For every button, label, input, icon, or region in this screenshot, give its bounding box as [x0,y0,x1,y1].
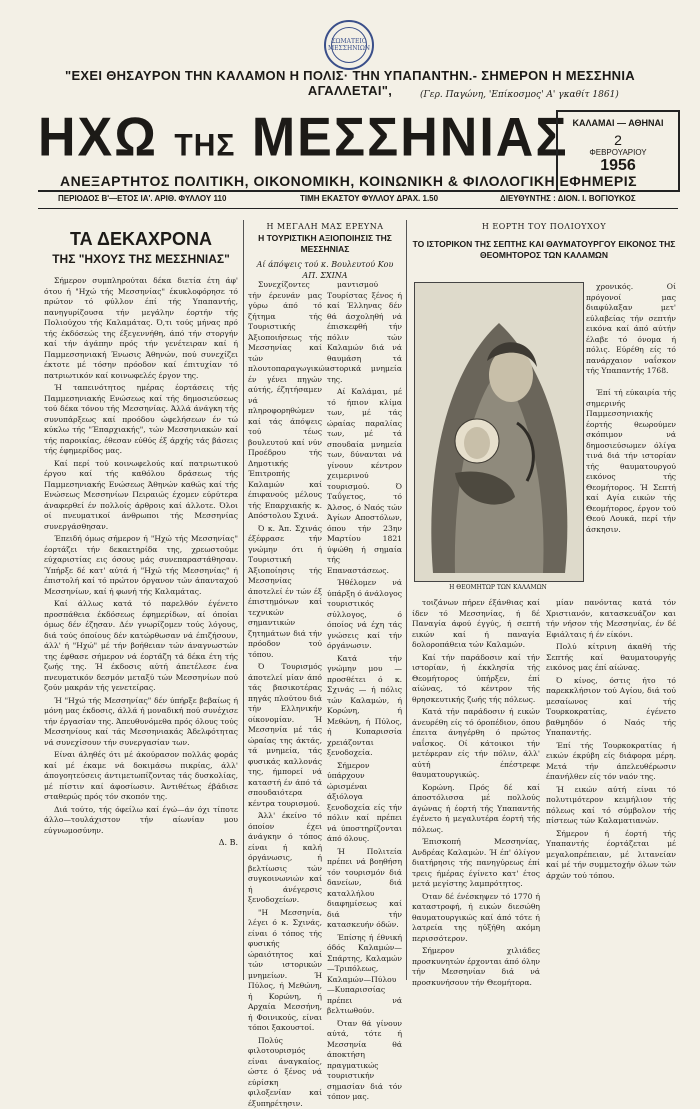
issue-price: ΤΙΜΗ ΕΚΑΣΤΟΥ ΦΥΛΛΟΥ ΔΡΑΧ. 1.50 [300,194,438,203]
article-3-paragraph: Ό κίνος, όστις ήτο τό παρεκκλήσιον τού Αγίου, διά τού μεσαίωνος καί τής Τουρκοκρατίας, έγένετο βαθμηδόν ό Ναός τής Υπαπαντής. [546,676,676,739]
article-2-column-a [248,280,322,980]
article-2-paragraph: Ήθέλομεν νά ύπάρξη ό άνάλογος τουριστικός σύλλογος, ό όποίος νά έχη τάς γνώσεις καί τήν όργάνωσιν. [327,578,402,652]
article-1-paragraph: Έπειδή όμως σήμερον ή "Ηχώ τής Μεσσηνίας" έορτάζει τήν δεκαετηρίδα της, χρεωστούμε εύχαριστίας εις όσους μάς συνεπαραστάθησαν. Ύπήρξε δέ κατ' αύτά ή "Ηχώ τής Μεσσηνίας" ή έπιστολή καί τό πρώτον όργανον τών άπανταχού Μεσσηνίων, καί ή φωνή τής Καλαμάτας. [44,534,238,597]
article-3-intro-right [586,282,676,382]
article-3-paragraph: Ή εικών αύτή είναι τό πολυτιμότερον κειμήλιον τής πόλεως καί τό σύμβολον τής πίστεως τών Καλαματιανών. [546,785,676,827]
article-2-paragraph: Ή Πολιτεία πρέπει νά βοηθήση τόν τουρισμόν διά δανείων, διά καταλλήλου διαφημίσεως καί διά τήν κατασκευήν όδών. [327,847,402,931]
article-3-paragraph: χρονικός. Οί πρόγονοί μας διαφύλαξαν μετ' εύλαβείας τήν σεπτήν εικόνα καί άπό αύτήν έλαβε τό όνομα ή πόλις. Εύρέθη είς τό πανάρχαιον ναΐσκον τής Υπαπαντής 1768. [586,282,676,377]
icon-caption: Η ΘΕΟΜΗΤΩΡ ΤΩΝ ΚΑΛΑΜΩΝ [449,584,547,591]
date-box-city: ΚΑΛΑΜΑΙ — ΑΘΗΝΑΙ [558,118,678,128]
icon-caption-box [414,582,582,594]
article-2-paragraph: Έπίσης ή έθνική όδός Καλαμών—Σπάρτης, Καλαμών—Τριπόλεως, Καλαμών—Πύλου—Κυπαρισσίας πρέπει νά βελτιωθούν. [327,933,402,1017]
article-1-paragraph: Καί περί τού κοινωφελούς καί πατριωτικού έργου καί τής καθόλου δράσεως τής Παμμεσηνιακής Ενώσεως Άθηνών καθώς καί τής Ενώσεως Μεσσηνίων Πειραιώς έχομεν εύρύτερα άναφερθεί έν πολλοίς άρθροις καί άλλοτε. Όλοι οί πνευματικοί άνθρωποι τής Μεσσηνίας συνεργάσθησαν. [44,459,238,533]
article-1-paragraph: Καί άλλως κατά τό παρελθόν έγένετο προσπάθεια έκδόσεως έφημερίδων, αί όποίαι όμως δέν έζησαν. Δέν γνωρίζομεν τούς λόγους, διά τούς όποίους δέν κατώρθωσαν νά έπιζήσουν, άλλ' ή "Ηχώ" μέ τήν βοήθειαν τών άναγνωστών της έφθασε σήμερον νά έορτάζη τά δέκα έτη τής ζωής της. Ή έκδοσις αύτή άπετέλεσε ένα πνευματικόν δεσμόν μεταξύ τών Μεσσηνίων πού ζούν μακράν τής γενετείρας. [44,599,238,694]
column-divider [406,220,407,980]
article-1-title-line-2: ΤΗΣ "ΗΧΟΥΣ ΤΗΣ ΜΕΣΣΗΝΙΑΣ" [44,250,238,268]
article-3-paragraph: Καί τήν παράδοσιν καί τήν ιστορίαν, ή έκκλησία τής Θεομήτορος ύπήρξεν, έπί αίώνας, τό κέντρον τής θρησκευτικής ζωής τής πόλεως. [412,653,540,706]
date-box-day: 2 [558,132,678,148]
issue-info-bar [38,192,678,206]
article-3-paragraph: Κατά τήν παράδοσιν ή εικών άνευρέθη είς τό όροπέδιον, όπου έπειτα άνηγέρθη ό πρώτος ναΐσκος. Οί κάτοικοι τήν μετέφεραν είς τήν πόλιν, άλλ' αύτή έπέστρεφε θαυματουργικώς. [412,707,540,781]
column-divider [243,220,244,980]
article-2-paragraph: Συνεχίζοντες τήν έρευνάν μας γύρω άπό τό ζήτημα τής Τουριστικής Άξιοποιήσεως τής Μεσσηνίας καί τών πλουτοπαραγωγικών έν γένει πηγών αύτής, έζητήσαμεν νά πληροφορηθώμεν καί τάς άπόψεις τού τέως βουλευτού καί νύν Προέδρου τής Δημοτικής Έπιτροπής Καλαμών καί έπιφανούς μέλους τής Επαρχιακής κ. Απόστολου Σχινά. [248,280,322,522]
article-3-paragraph: Πολύ κίτρινη άκαθή τής Σεπτής καί θαυματουργής εικόνος μας έπί αίώνας. [546,642,676,674]
article-3-paragraph: Όταν δέ ένέσκηψεν τό 1770 ή καταστροφή, ή εικών διεσώθη θαυματουργικώς καί άπό τότε ή λατρεία της ηύξήθη ακόμη περισσότερον. [412,892,540,945]
masthead-subtitle: ΑΝΕΞΑΡΤΗΤΟΣ ΠΟΛΙΤΙΚΗ, ΟΙΚΟΝΟΜΙΚΗ, ΚΟΙΝΩΝΙΚΗ & ΦΙΛΟΛΟΓΙΚΗ ΕΦΗΜΕΡΙΣ [60,173,637,189]
masthead-title-of: ΤΗΣ [174,128,235,163]
article-2-paragraph: "Η Μεσσηνία, λέγει ό κ. Σχινάς, είναι ό τόπος τής φυσικής ώραιότητος καί τών ιστορικών μνημείων. Ή Πύλος, ή Μεθώνη, ή Κορώνη, ή Αρχαία Μεσσήνη, ή Φοινικούς, είναι τόποι ξακουστοί. [248,908,322,1034]
header-motto: "ΕΧΕΙ ΘΗΣΑΥΡΟΝ ΤΗΝ ΚΑΛΑΜΟΝ Η ΠΟΛΙΣ· ΤΗΝ ΥΠΑΠΑΝΤΗΝ.- ΣΗΜΕΡΟΝ Η ΜΕΣΣΗΝΙΑ ΑΓΑΛΛΕΤΑΙ", [40,68,660,98]
article-2-title: Η ΤΟΥΡΙΣΤΙΚΗ ΑΞΙΟΠΟΙΗΣΙΣ ΤΗΣ ΜΕΣΣΗΝΙΑΣ [248,233,402,255]
article-1-paragraph: Είναι άληθές ότι μέ άκούρασον πολλάς φοράς καί μέ έκαμε νά δοκιμάσω πικρίας, άλλ' άπογοητεύσεις άντιμετωπίζοντας τάς δυσκολίας, μέ πίστιν καί άφοσίωσιν. Άντιθέτως έβάδισε σταθερώς πρός τόν σκοπόν της. [44,750,238,803]
article-3-paragraph: τοιζάνων πήρεν έξάνθιας καί ίδεν τό Μεσσηνίας, ή δέ Παναγία άφού έγγύς, ή σεπτή εικών καί ή παναγία δολοροπάθεια τών Καλαμών. [412,598,540,651]
article-2-paragraph: Αί Καλάμαι, μέ τό ήπιον κλίμα των, μέ τάς ώραίας παραλίας των, μέ τά σπουδαία μνημεία των, δύνανται νά γίνουν κέντρον χειμερινού τουρισμού. Ό Ταΰγετος, τό Άλσος, ό Ναός τών Άγίων Αποστόλων, όπου τήν 23ην Μαρτίου 1821 ύψώθη ή σημαία τής Επαναστάσεως. [327,387,402,576]
article-tenth-anniversary [44,222,238,982]
article-3-paragraph: Έπί τή εύκαιρία τής σημερινής Παμμεσσηνιακής έορτής θεωρούμεν σκόπιμον νά δημοσιεύσωμεν όλίγα τινά διά τήν ιστορίαν τής θαυματουργού εικόνος τής Θεομήτορος. Ή Σεπτή καί Αγία εικών τής Θεομήτορος, έργον τού Θεού Λουκά, περί τήν άσκησιν. [586,388,676,535]
article-2-paragraph: Πολύς φιλοτουρισμός είναι άναγκαίος, ώστε ό ξένος νά εύρίσκη φιλοξενίαν καί έξυπηρέτησιν. [248,1036,322,1109]
article-1-paragraph: Ή ταπεινότητος ημέρας έορτάσεις τής Παμμεσηνιακής Ενώσεως καί τής δημοσιεύσεως τού δέκα τόνου τής Μεσσηνίας. Άλλά άνάγκη τής συνυπάρξεως καί προόδου ώφελήσεων έν τώ κύκλω τής "Έπαρχιακής", τών Μεσσηνιακών καί τής παροικίας, έθεσαν εύθύς έξ άρχής τάς βάσεις τής έφημερίδος μας. [44,383,238,457]
article-1-signature: Δ. Β. [44,838,238,849]
article-1-title-line-1: ΤΑ ΔΕΚΑΧΡΟΝΑ [44,228,238,250]
article-3-paragraph: Έπί τής Τουρκοκρατίας ή εικών έκρύβη είς διάφορα μέρη. Μετά τήν άπελευθέρωσιν έπανήλθεν είς τόν ναόν της. [546,741,676,783]
theotokos-icon-illustration [414,282,584,582]
article-3-intro-left-continued [586,388,676,584]
article-2-byline-box [248,260,402,276]
article-1-paragraph: Σήμερον συμπληρούται δέκα διετία έτη άφ' ότου ή "Ηχώ τής Μεσσηνίας" έκυκλοφόρησε τό πρώτον τό φύλλον έπί τής Υπαπαντής, πανηγυρίζουσα τήν μεγάλην έορτήν τής Πολιούχου τής Καλαμάτας. Ό,τι τούς μήνας πρό τής έκδόσεώς της έξεγεννήθη, άπό τήν στοργήν καί τήν άγάπην πρός τήν γενέτειραν καί ή Παμμεσσηνιακή Ένωσις Άθηνών, πού συνεχίζει έκτοτε μέ τόσην πρόοδον καί έπιτυχίαν τό πατριωτικόν καί κοινωφελές έργον της. [44,276,238,381]
article-1-paragraph: Διά τούτο, τής όφείλω καί έγώ—άν όχι τίποτε άλλο—τουλάχιστον τήν αίωνίαν μου εύγνωμοσύνην. [44,805,238,837]
masthead-title [38,108,569,175]
masthead-title-messinia: ΜΕΣΣΗΝΙΑΣ [252,107,569,168]
article-2-paragraph: Κατά τήν γνώμην μου — προσθέτει ό κ. Σχινάς — ή πόλις τών Καλαμών, ή Κορώνη, ή Μεθώνη, ή Πύλος, ή Κυπαρισσία χρειάζονται ξενοδοχεία. [327,654,402,759]
article-2-paragraph: Ό Τουρισμός άποτελεί μίαν άπό τάς βασικοτέρας πηγάς πλούτου διά τήν Ελληνικήν οίκονομίαν. Ή Μεσσηνία μέ τάς ώραίας της άκτάς, τά μνημεία, τάς φυσικάς καλλονάς της, ήμπορεί νά καταστή έν άπό τά σπουδαιότερα κέντρα τουρισμού. [248,662,322,809]
article-2-kicker: Η ΜΕΓΑΛΗ ΜΑΣ ΕΡΕΥΝΑ [248,222,402,233]
date-box-month: ΦΕΒΡΟΥΑΡΙΟΥ [558,148,678,157]
article-3-kicker: Η ΕΟΡΤΗ ΤΟΥ ΠΟΛΙΟΥΧΟΥ [412,222,676,233]
article-1-paragraph: Ή "Ηχώ τής Μεσσηνίας" δέν ύπήρξε βεβαίως ή μόνη μας έκδοσις, άλλά ή μοναδική πού συνέχισε τήν έργασίαν της. Άπευθυνόμεθα πρός όλους τούς Μεσσηνίους καί τάς Μεσσηνιακάς Άδελφότητας νά συνεχίσουν τήν συνεργασίαν των. [44,696,238,749]
library-stamp [324,20,374,70]
article-3-column-a [412,598,540,980]
article-3-title: ΤΟ ΙΣΤΟΡΙΚΟΝ ΤΗΣ ΣΕΠΤΗΣ ΚΑΙ ΘΑΥΜΑΤΟΥΡΓΟΥ ΕΙΚΟΝΟΣ ΤΗΣ ΘΕΟΜΗΤΟΡΟΣ ΤΩΝ ΚΑΛΑΜΩΝ [412,239,676,261]
issue-editor: ΔΙΕΥΘΥΝΤΗΣ : ΔΙΟΝ. Ι. ΒΟΓΙΟΥΚΟΣ [500,194,636,203]
issue-period: ΠΕΡΙΟΔΟΣ Β'—ΕΤΟΣ ΙΑ'. ΑΡΙΘ. ΦΥΛΛΟΥ 110 [58,194,226,203]
library-stamp-inner [331,27,367,63]
icon-child-face [464,427,490,459]
header-motto-source: (Γερ. Παγώνη, 'Επίκοσμος' Α' γκαθίτ 1861) [420,90,619,100]
article-3-paragraph: Σήμερον ή έορτή τής Υπαπαντής έορτάζεται μέ μεγαλοπρέπειαν, μέ λιτανείαν καί μέ τήν συμμετοχήν όλων τών άρχών τού τόπου. [546,829,676,882]
masthead-title-echo: ΗΧΩ [38,107,158,168]
article-2-paragraph: Όταν θά γίνουν αύτά, τότε ή Μεσσηνία θά άποκτήση πραγματικώς τουριστικήν σημασίαν διά τόν τόπον μας. [327,1019,402,1103]
masthead-rule-bottom [38,208,678,209]
article-2-paragraph: Άλλ' έκείνο τό όποίον έχει άνάγκην ό τόπος είναι ή καλή όργάνωσις, ή βελτίωσις τών συγκοινωνιών καί ή άνέγερσις ξενοδοχείων. [248,811,322,906]
article-3-column-b [546,598,676,980]
article-3-paragraph: Έπισκοπή Μεσσηνίας, Ανδρέας Καλαμών. Ή έπ' όλίγον διατήρησις τής πανηγύρεως έπί τρεις ήμέρας έγίνετο κατ' έτος μετά μεγίστης λαμπρότητος. [412,837,540,890]
article-2-column-b [327,280,402,980]
article-3-paragraph: μίαν πανόντας κατά τόν Χριστιανόν, κατασκευάζον και τήν νήσον τής Μεσσηνίας, έν δέ Εφιάλταις ή έν είκόνι. [546,598,676,640]
article-2-byline: Αί άπόψεις τού κ. Βουλευτού Κου ΑΠ. ΣΧΙΝΑ [248,260,402,281]
article-2-paragraph: Σήμερον ύπάρχουν ώρισμέναι άξιόλογα ξενοδοχεία είς τήν πόλιν καί πρέπει νά ύποστηρίζονται άπό όλους. [327,761,402,845]
date-box-year: 1956 [558,157,678,175]
article-2-paragraph: Ό κ. Άπ. Σχινάς έξέφρασε τήν γνώμην ότι ή Τουριστική Άξιοποίησις τής Μεσσηνίας άποτελεί έν τών έξ έπιστημόνων καί τεχνικών σημαντικών ζητημάτων διά τήν πρόοδον τού τόπου. [248,524,322,661]
library-stamp-text: ΣΩΜΑΤΕΙΟ ΜΕΣΣΗΝΙΩΝ [328,38,370,52]
article-2-paragraph: μαντισμού Τουρίστας ξένος ή καί Έλληνας δέν θά άσχοληθή νά έπισκεφθή τήν πόλιν τών Καλαμών διά νά θαυμάση τά ιστορικά μνημεία της. [327,280,402,385]
article-3-header [412,222,676,272]
article-3-paragraph: Σήμερον χιλιάδες προσκυνητών έρχονται άπό όλην τήν Μεσσηνίαν διά νά προσκυνήσουν τήν Θεομήτορα. [412,946,540,988]
article-3-paragraph: Κορώνη. Πρός δέ καί άποστόλισσα μέ πολλούς άγώνας ή έορτή τής Υπαπαντής έγένετο ή μεγαλυτέρα έορτή τής πόλεως. [412,783,540,836]
article-2-header [248,222,402,260]
